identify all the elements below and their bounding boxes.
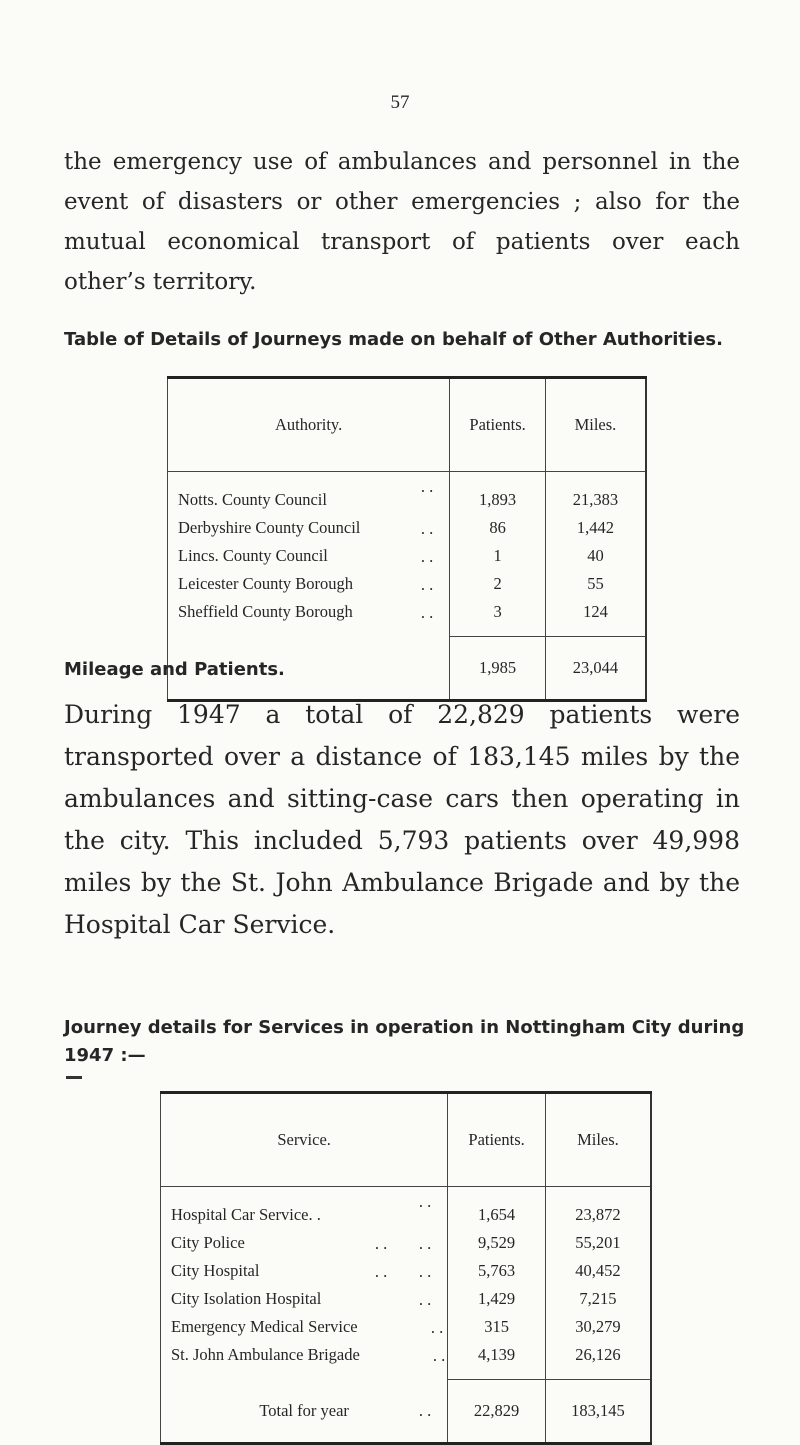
leader-dots: . . <box>420 477 434 496</box>
mileage-paragraph: During 1947 a total of 22,829 patients were transported over a distance of 183,145 miles by the ambulances and sitting-case cars then operating in the city. This included 5,793 patients over 49,998 miles by the St. John Ambulance Brigade and by the Hospital Car Service. <box>64 700 740 939</box>
table-header-row <box>168 378 647 472</box>
authorities-table <box>167 376 647 702</box>
table-row <box>161 1229 652 1257</box>
row-miles: 40,452 <box>575 1261 621 1280</box>
table-row <box>168 514 647 542</box>
leader-dots: . . <box>420 603 434 622</box>
table-row <box>168 542 647 570</box>
row-miles: 26,126 <box>575 1345 621 1364</box>
total-patients: 22,829 <box>448 1380 546 1444</box>
row-name: Lincs. County Council <box>178 546 328 565</box>
table-row <box>168 598 647 637</box>
table2-heading: Journey details for Services in operation in Nottingham City during 1947 :— <box>64 1017 745 1066</box>
row-miles: 1,442 <box>576 518 615 537</box>
table-row <box>168 472 647 515</box>
row-miles: 21,383 <box>572 490 619 509</box>
leader-dots: . . <box>420 519 434 538</box>
row-miles: 30,279 <box>575 1317 621 1336</box>
row-patients: 2 <box>450 570 546 598</box>
row-name: St. John Ambulance Brigade <box>171 1345 360 1365</box>
row-miles: 55 <box>587 574 604 593</box>
total-patients: 1,985 <box>450 637 546 701</box>
leader-dots: . . <box>418 1192 432 1211</box>
intro-paragraph: the emergency use of ambulances and personnel in the event of disasters or other emergencies ; also for the mutual economical transport of patients over each other’s territory. <box>64 149 740 295</box>
column-header-miles: Miles. <box>545 1093 651 1187</box>
row-patients: 86 <box>450 514 546 542</box>
page-number: 57 <box>390 92 410 113</box>
column-header-patients: Patients. <box>448 1093 546 1187</box>
table-row <box>161 1257 652 1285</box>
leader-dots: . . <box>420 575 434 594</box>
column-header-authority: Authority. <box>168 378 450 472</box>
leader-dots: . . <box>418 1234 432 1253</box>
row-name: City Isolation Hospital <box>171 1289 322 1308</box>
table-row <box>161 1313 652 1341</box>
total-label: Total for year <box>259 1400 349 1420</box>
heading-underline-mark <box>66 1076 82 1079</box>
leader-dots: . . <box>430 1318 444 1337</box>
row-name: Emergency Medical Service <box>171 1317 358 1336</box>
row-patients: 1,893 <box>450 472 546 515</box>
leader-dots: . . <box>374 1234 388 1253</box>
row-miles: 55,201 <box>575 1233 621 1252</box>
total-miles: 183,145 <box>545 1380 651 1444</box>
row-name: City Hospital <box>171 1261 260 1280</box>
column-header-miles: Miles. <box>545 378 646 472</box>
row-name: Derbyshire County Council <box>178 518 361 537</box>
row-patients: 9,529 <box>448 1229 546 1257</box>
leader-dots: . . <box>420 547 434 566</box>
row-patients: 4,139 <box>448 1341 546 1380</box>
total-row <box>161 1380 652 1444</box>
row-patients: 1,429 <box>448 1285 546 1313</box>
leader-dots: . . <box>418 1400 432 1420</box>
row-name: City Police <box>171 1233 245 1252</box>
row-patients: 1,654 <box>448 1187 546 1230</box>
table-header-row <box>161 1093 652 1187</box>
row-name: Leicester County Borough <box>178 574 354 593</box>
row-miles: 23,872 <box>575 1205 621 1224</box>
row-patients: 3 <box>450 598 546 637</box>
row-miles: 124 <box>583 602 608 621</box>
leader-dots: . . <box>374 1262 388 1281</box>
row-miles: 7,215 <box>579 1289 617 1308</box>
table-row <box>168 570 647 598</box>
row-name: Sheffield County Borough <box>178 602 353 622</box>
services-table <box>160 1091 652 1445</box>
table-row <box>161 1341 652 1380</box>
row-patients: 315 <box>448 1313 546 1341</box>
column-header-patients: Patients. <box>450 378 546 472</box>
total-miles: 23,044 <box>545 637 646 701</box>
row-name: Notts. County Council <box>178 490 327 509</box>
row-patients: 5,763 <box>448 1257 546 1285</box>
row-name: Hospital Car Service. . <box>171 1205 321 1224</box>
table1-heading: Table of Details of Journeys made on behalf of Other Authorities. <box>64 329 723 350</box>
row-patients: 1 <box>450 542 546 570</box>
table-row <box>161 1285 652 1313</box>
row-miles: 40 <box>587 546 604 565</box>
leader-dots: . . <box>418 1290 432 1309</box>
leader-dots: . . <box>418 1262 432 1281</box>
table-row <box>161 1187 652 1230</box>
leader-dots: . . <box>432 1346 446 1365</box>
column-header-service: Service. <box>161 1093 448 1187</box>
section-heading-mileage: Mileage and Patients. <box>64 659 285 680</box>
